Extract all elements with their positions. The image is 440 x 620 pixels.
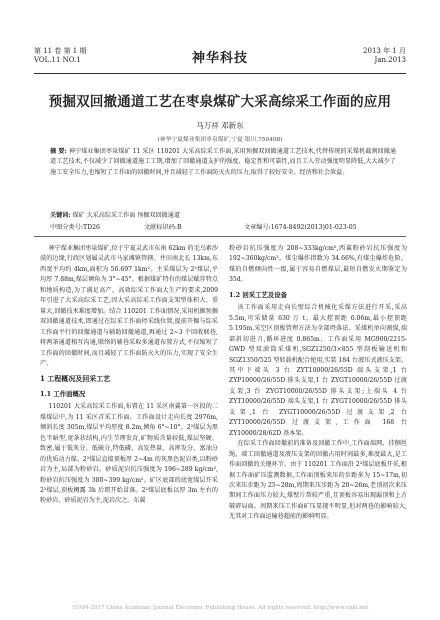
classification-line <box>50 222 396 231</box>
issue-date <box>363 47 406 65</box>
date-cn: 2013 年 1 月 <box>363 47 406 55</box>
abstract <box>50 147 396 178</box>
body-paragraph: 110201 大采高综采工作面,布置在 11 采区南翼第一区段的二煤煤层中,为 11 采区首采工作面。工作面设计走向长度 2976m,倾斜长度 305m,煤层平均厚度 8.2m,倾角 6°~10°。2²煤层为黑色半暗型,宽条状结构,内生节理发育,矿物质含量较低,煤层坚硬、致密,属于低灰分、低硫分,特低磷、高发热量、高挥发分、富油分的优质动力煤。2²煤层直接顶板厚 2~4m 的灰黑色泥岩类,以粉砂岩为主,局部为粉砂岩。砂质泥岩抗压强度为 196~289 kg/cm²,粉砂岩抗压强度为 380~399 kg/cm²。矿区底部的底宽煤层开采 2²煤层,顶板稠露 3h 后即开始冒落。2²煤层底板以厚 3m 左右的粉砂岩、砂质泥岩为主,泥岩次之。东翼 <box>40 403 218 505</box>
article-authors: 马万祥 邓新东 <box>196 121 244 130</box>
date-en: Jan.2013 <box>374 56 406 64</box>
section-rule <box>34 236 406 237</box>
intro-paragraph: 神宁煤业集团枣泉煤矿,位于宁夏灵武市东南 62km 的毛乌素沙漠的边缘,行政区划属灵武市马家滩镇管辖。井田南北长 13km,东西宽平均约 4km,面积为 56.697 1km²。主采煤层为 2²煤层,平均厚 7.88m,煤层倾角为 3°~45°。根据煤矿特有的煤层赋存特点和地质构造,为了满足高产、高效综采工作面大生产的要求,2009 年引进了大采高综采工艺,因大采高综采工作面支架型体积大、重量大,回撤技术难度增加。结合 110201 工作面情况,采用机掘预掘双回撤通道技术,即通过在综采工作面停采线位置,提前开掘与综采工作面平行的回撤通道与辅助回撤通道,再通过 2~3 个回收联巷,将两条通道相互沟通,联络的辅巷采取多通道布置方式,不仅缩短了工作面的回撤时间,而且减轻了工作面防灭火的压力,实现了安全生产。 <box>40 245 218 367</box>
body-paragraph-equipment: 该工作面采用走向长壁综合机械化采煤方法进行开采,采高 5.5m,可采储量 630 万 t。最大控顶距 6.06m,最小控顶距 5.195m,采空区顶板管理方法为全部垮落法。采煤机单向割煤,端部斜切进刀,循环进度 0.865m。工作面采用 MG900/2215-GWD 型双滚筒采煤机,SGZ1250/3×855 型刮板输送机和 SGZ1350/525 型转载机配合使用,实装 184 台液压式液压支架。其中下端头 3 台 ZYT10000/26/55D 端头支架,1 台 ZYP10000/26/55D 排头支架,1 台 ZYGT10000/26/55D 过渡支架,3 台 ZYGT10000/26/55D 排头支架;上端头 4 台 ZYT10000/26/55D 端头支架,1 台 ZYGT10000/26/55D 排头支架,1 台 ZYGT10000/26/55D 过渡支架,2 台 ZYT10000/26/55D 过渡支架,工作面 168 台 ZY10000/28/62D 基本架。 <box>229 304 407 437</box>
keywords <box>50 210 396 219</box>
body-paragraph-retreat: 在综采工作面回撤前的准备及回撤工作中,工作面端网、挂侧丝绳、端工回撤通道及液压支架的回撤占用时间最多,难度最大,是工作面回撤的关键环节。由于 110201 工作面沿 2²煤层底板开采,根据工作面矿压监测数据,工作面顶板来压的步距多为 15~17m,初次来压步距为 25~28m,周期来压步距为 20~26m,老顶初次来压期间工作面压力较大,煤壁片帮较严重,且顶板容易出现漏顶和上方破碎局面。周期来压工作面矿压显现不明显,但对两巷的影响较大,尤其对工作面运输巷超前的影响明显。 <box>229 440 407 521</box>
running-header <box>34 47 406 71</box>
author-affiliation: (神华宁夏煤业集团枣泉煤矿,宁夏 银川,750408) <box>157 137 283 143</box>
header-rule <box>34 73 406 74</box>
abstract-text: 神宁煤业集团枣泉煤矿 11 采区 110201 大采高综采工作面,采用预掘双回撤通道工艺技术,代替传统的采煤机截割回撤通道工艺技术,不仅减少了回撤通道施工工期,增加了回撤通道支护的强度、稳定性和可靠性,而且工人劳动强度明显降低,大大减少了施工安全压力,也缩短了工作面的回撤时间,并且减轻了工作面防灭火的压力,取得了较好安全、经济和社会效益。 <box>50 148 397 176</box>
section-heading-1: 1 工程概况及回采工艺 <box>40 374 111 384</box>
subsection-heading-1-1: 1.1 工作面概况 <box>40 389 86 398</box>
article-number: 文章编号:1674-8492(2013)01-023-05 <box>243 224 357 231</box>
right-column <box>229 244 407 523</box>
volume-cn: 第 11 卷 第 1 期 <box>34 47 87 55</box>
subsection-heading-1-2: 1.2 回采工艺及设备 <box>229 290 288 299</box>
left-column <box>40 244 218 507</box>
volume-en: VOL.11 NO.1 <box>34 56 81 64</box>
keywords-label: 关键词: <box>50 212 71 219</box>
journal-name: 神华科技 <box>191 51 248 66</box>
document-code: 文献标识码:B <box>143 224 182 231</box>
copyright-footer: ?1994-2017 China Academic Journal Electronic Publishing House. All rights reserved. http://www.cnki.net <box>71 605 369 611</box>
clc-code: 中图分类号:TD26 <box>50 224 100 231</box>
abstract-label: 摘 要: <box>50 148 67 155</box>
body-paragraph-continued: 粉砂岩抗压强度为 208~333kg/cm²,西翼粉砂岩抗压强度为 192~360kg/cm²。煤尘爆炸指数为 34.66%,有煤尘爆炸危险。煤的自燃倾向性一级,属于容易自燃煤层,最短自燃发火期鉴定为 35d。 <box>229 245 407 284</box>
article-title: 预掘双回撤通道工艺在枣泉煤矿大采高综采工作面的应用 <box>48 94 392 110</box>
keywords-text: 煤矿 大采高综采工作面 预掘双回撤通道 <box>72 212 180 219</box>
